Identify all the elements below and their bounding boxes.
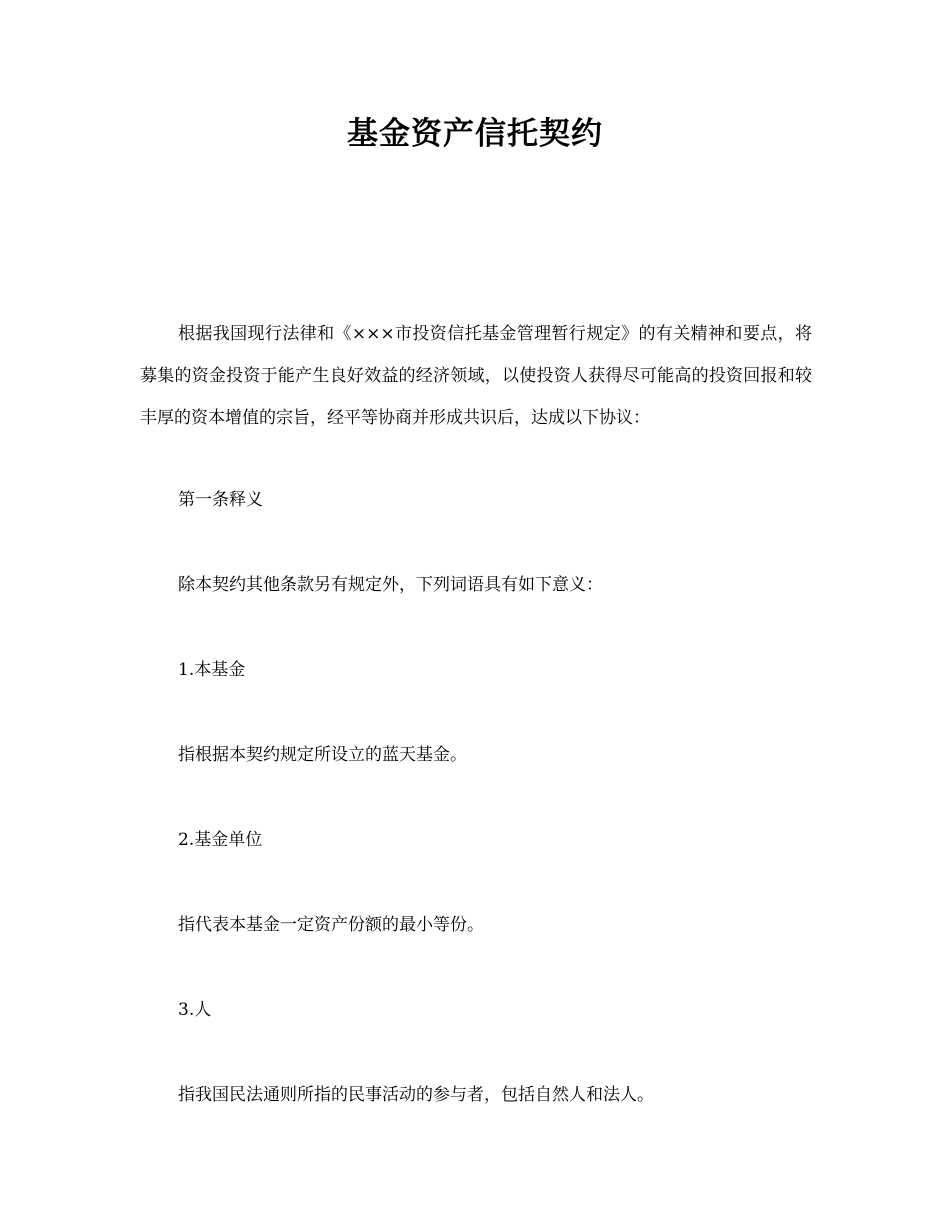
intro-paragraph: 根据我国现行法律和《×××市投资信托基金管理暂行规定》的有关精神和要点，将募集的资金投资于能产生良好效益的经济领域，以使投资人获得尽可能高的投资回报和较丰厚的资本增值的宗旨，经平等协商并形成共识后，达成以下协议： bbox=[140, 324, 812, 428]
definition-term: 1.本基金 bbox=[178, 660, 246, 680]
body-paragraph: 除本契约其他条款另有规定外，下列词语具有如下意义： bbox=[178, 575, 603, 595]
document-title: 基金资产信托契约 bbox=[347, 116, 603, 152]
definition-text: 指根据本契约规定所设立的蓝天基金。 bbox=[178, 745, 467, 765]
definition-term: 2.基金单位 bbox=[178, 830, 263, 850]
article-heading: 第一条释义 bbox=[178, 490, 263, 510]
definition-text: 指代表本基金一定资产份额的最小等份。 bbox=[178, 915, 484, 935]
definition-term: 3.人 bbox=[178, 1000, 212, 1020]
definition-text: 指我国民法通则所指的民事活动的参与者，包括自然人和法人。 bbox=[178, 1085, 654, 1105]
